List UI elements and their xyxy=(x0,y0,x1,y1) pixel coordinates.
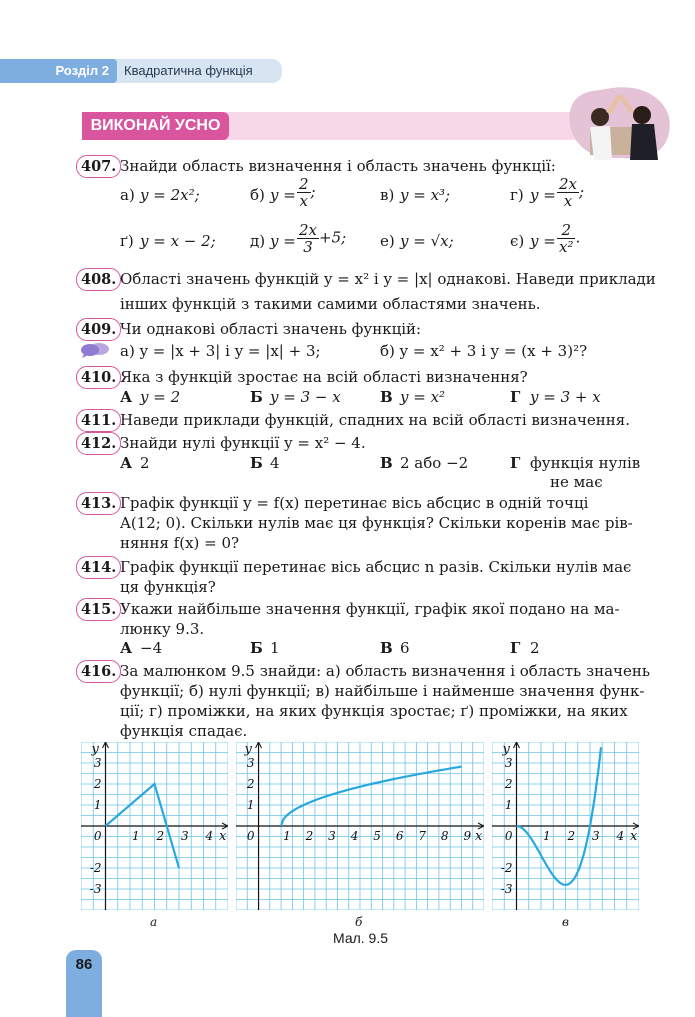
problem-416-line4: функція спадає. xyxy=(120,722,248,740)
x-tick-label: 4 xyxy=(616,829,625,843)
p407-f-denominator: 3 xyxy=(303,238,313,256)
problem-411-text: Наведи приклади функцій, спадних на всій області визначення. xyxy=(120,411,631,429)
problem-408-line2: інших функцій з такими самими областями значень. xyxy=(120,295,541,313)
p407-h-fraction: $\frac{2}{\text{x²}}$ . xyxy=(559,221,581,256)
p407-h-formula: y = xyxy=(530,232,556,250)
p407-b-label: б) xyxy=(250,186,265,204)
p412-option-b-letter: Б xyxy=(250,454,263,472)
x-tick-label: 1 xyxy=(132,829,140,843)
p412-option-d-letter: Г xyxy=(510,454,521,472)
p407-a-formula: y = 2x²; xyxy=(140,186,200,204)
problem-number-408: 408. xyxy=(76,268,121,291)
p407-a-label: а) xyxy=(120,186,135,204)
p407-d-numerator: 2x xyxy=(559,175,578,193)
p412-option-a-letter: А xyxy=(120,454,133,472)
p407-f-formula: y = xyxy=(270,232,296,250)
page-number: 86 xyxy=(75,956,93,973)
p410-option-b-letter: Б xyxy=(250,388,263,406)
x-tick-label: 6 xyxy=(395,829,404,843)
y-tick-label: 1 xyxy=(246,798,255,812)
p415-option-c: 6 xyxy=(400,639,410,657)
function-curve xyxy=(517,747,602,885)
x-tick-label: 8 xyxy=(440,829,449,843)
p407-d-fraction: $\frac{2x}{x}$ ; xyxy=(559,175,585,210)
graph-c xyxy=(492,742,639,910)
problem-413-line3: няння f(x) = 0? xyxy=(120,534,240,552)
p415-option-b-letter: Б xyxy=(250,639,263,657)
p407-g-formula: y = √x; xyxy=(400,232,454,250)
p410-option-c-letter: В xyxy=(380,388,393,406)
problem-number-410: 410. xyxy=(76,366,121,389)
p407-f-tail: +5; xyxy=(319,228,347,247)
p412-option-d-line2: не має xyxy=(550,473,603,491)
x-tick-label: 3 xyxy=(592,829,600,843)
p410-option-d: y = 3 + x xyxy=(530,388,601,406)
figure-caption: Мал. 9.5 xyxy=(333,930,389,946)
students-photo xyxy=(560,82,675,162)
p407-d-formula: y = xyxy=(530,186,556,204)
problem-407-text: Знайди область визначення і область значень функції: xyxy=(120,157,556,175)
p407-f-fraction xyxy=(297,222,346,255)
problem-413-line1: Графік функції y = f(x) перетинає вісь абсцис в одній точці xyxy=(120,494,589,512)
problem-408-line1: Області значень функцій y = x² і y = |x| однакові. Наведи приклади xyxy=(120,270,656,288)
problem-413-line2: A(12; 0). Скільки нулів має ця функція? Скільки коренів має рів- xyxy=(120,514,633,532)
x-tick-label: 4 xyxy=(205,829,214,843)
x-tick-label: 1 xyxy=(283,829,291,843)
y-axis-label: y xyxy=(244,742,252,757)
graph-b-label: б xyxy=(355,915,363,929)
p415-option-d: 2 xyxy=(530,639,540,657)
p412-option-c: 2 або −2 xyxy=(400,454,469,472)
chapter-title: Квадратична функція xyxy=(124,63,253,78)
p410-option-a-letter: А xyxy=(120,388,133,406)
p410-option-a: y = 2 xyxy=(140,388,181,406)
p407-c-label: в) xyxy=(380,186,395,204)
x-tick-label: 2 xyxy=(156,829,165,843)
x-axis-label: x xyxy=(475,829,483,844)
p415-option-d-letter: Г xyxy=(510,639,521,657)
p407-h-denominator: x² xyxy=(559,238,574,256)
p415-option-c-letter: В xyxy=(380,639,393,657)
x-tick-label: 2 xyxy=(567,829,576,843)
discussion-icon xyxy=(80,342,110,358)
problem-416-line3: ції; г) проміжки, на яких функція зростає; ґ) проміжки, на яких xyxy=(120,702,628,720)
problem-number-416: 416. xyxy=(76,660,121,683)
p407-d-label: г) xyxy=(510,186,524,204)
graph-c-label: в xyxy=(562,915,569,929)
p407-f-numerator: 2x xyxy=(299,221,318,239)
y-tick-label: 2 xyxy=(93,777,102,791)
y-tick-label: 3 xyxy=(246,756,255,770)
x-tick-label: 2 xyxy=(305,829,314,843)
problem-number-411: 411. xyxy=(76,409,121,432)
y-tick-label: 1 xyxy=(93,798,102,812)
problem-416-line2: функції; б) нулі функції; в) найбільше і найменше значення функ- xyxy=(120,682,645,700)
problem-414-line2: ця функція? xyxy=(120,578,216,596)
p415-option-a: −4 xyxy=(140,639,163,657)
y-tick-label: 2 xyxy=(246,777,255,791)
x-tick-label: 4 xyxy=(350,829,359,843)
p407-e-label: ґ) xyxy=(120,232,134,250)
problem-number-414: 414. xyxy=(76,556,121,579)
y-tick-label: -3 xyxy=(500,882,513,896)
problem-number-412: 412. xyxy=(76,432,121,455)
problem-409-b: б) y = x² + 3 і y = (x + 3)²? xyxy=(380,342,588,360)
y-axis-label: y xyxy=(91,742,99,757)
p407-c-formula: y = x³; xyxy=(400,186,451,204)
origin-label: 0 xyxy=(93,829,102,843)
x-tick-label: 5 xyxy=(373,829,381,843)
problem-410-text: Яка з функцій зростає на всій області визначення? xyxy=(120,368,528,386)
origin-label: 0 xyxy=(504,829,513,843)
p410-option-d-letter: Г xyxy=(510,388,521,406)
p410-option-b: y = 3 − x xyxy=(270,388,341,406)
y-tick-label: 3 xyxy=(93,756,102,770)
x-axis-label: x xyxy=(630,829,638,844)
graph-a-label: а xyxy=(150,915,158,929)
x-tick-label: 9 xyxy=(463,829,472,843)
x-tick-label: 7 xyxy=(418,829,427,843)
problem-416-line1: За малюнком 9.5 знайди: а) область визначення і область значень xyxy=(120,662,651,680)
p407-b-formula: y = xyxy=(270,186,296,204)
problem-414-line1: Графік функції перетинає вісь абсцис n разів. Скільки нулів має xyxy=(120,558,632,576)
x-tick-label: 3 xyxy=(328,829,336,843)
p407-f-label: д) xyxy=(250,232,266,250)
y-tick-label: -2 xyxy=(89,861,102,875)
problem-number-413: 413. xyxy=(76,492,121,515)
x-tick-label: 3 xyxy=(181,829,189,843)
origin-label: 0 xyxy=(246,829,255,843)
p407-b-numerator: 2 xyxy=(299,175,309,193)
p412-option-b: 4 xyxy=(270,454,280,472)
p415-option-b: 1 xyxy=(270,639,280,657)
problem-415-line2: люнку 9.3. xyxy=(120,620,205,638)
problem-number-415: 415. xyxy=(76,598,121,621)
y-axis-label: y xyxy=(502,742,510,757)
p407-g-label: е) xyxy=(380,232,395,250)
problem-409-text: Чи однакові області значень функцій: xyxy=(120,320,422,338)
p407-d-denominator: x xyxy=(563,192,573,210)
problem-number-407: 407. xyxy=(76,155,121,178)
graph-a xyxy=(81,742,228,910)
section-banner: ВИКОНАЙ УСНО xyxy=(82,112,229,140)
p407-b-denominator: x xyxy=(299,192,308,210)
x-tick-label: 1 xyxy=(543,829,551,843)
p407-e-formula: y = x − 2; xyxy=(140,232,216,250)
x-axis-label: x xyxy=(219,829,227,844)
problem-409-a: а) y = |x + 3| і y = |x| + 3; xyxy=(120,342,321,360)
section-label: Розділ 2 xyxy=(0,59,117,83)
y-tick-label: -2 xyxy=(500,861,513,875)
p412-option-d-line1: функція нулів xyxy=(530,454,641,472)
y-tick-label: 2 xyxy=(504,777,513,791)
p412-option-c-letter: В xyxy=(380,454,393,472)
p407-h-numerator: 2 xyxy=(557,222,575,239)
p415-option-a-letter: А xyxy=(120,639,133,657)
p407-b-fraction: $\frac{2}{x}$ ; xyxy=(299,175,316,210)
p407-h-label: є) xyxy=(510,232,525,250)
p412-option-a: 2 xyxy=(140,454,150,472)
y-tick-label: -3 xyxy=(89,882,102,896)
y-tick-label: 3 xyxy=(504,756,513,770)
p410-option-c: y = x² xyxy=(400,388,446,406)
y-tick-label: 1 xyxy=(504,798,513,812)
graph-b xyxy=(236,742,484,910)
problem-412-text: Знайди нулі функції y = x² − 4. xyxy=(120,434,366,452)
problem-number-409: 409. xyxy=(76,318,121,341)
problem-415-line1: Укажи найбільше значення функції, графік якої подано на ма- xyxy=(120,600,620,618)
